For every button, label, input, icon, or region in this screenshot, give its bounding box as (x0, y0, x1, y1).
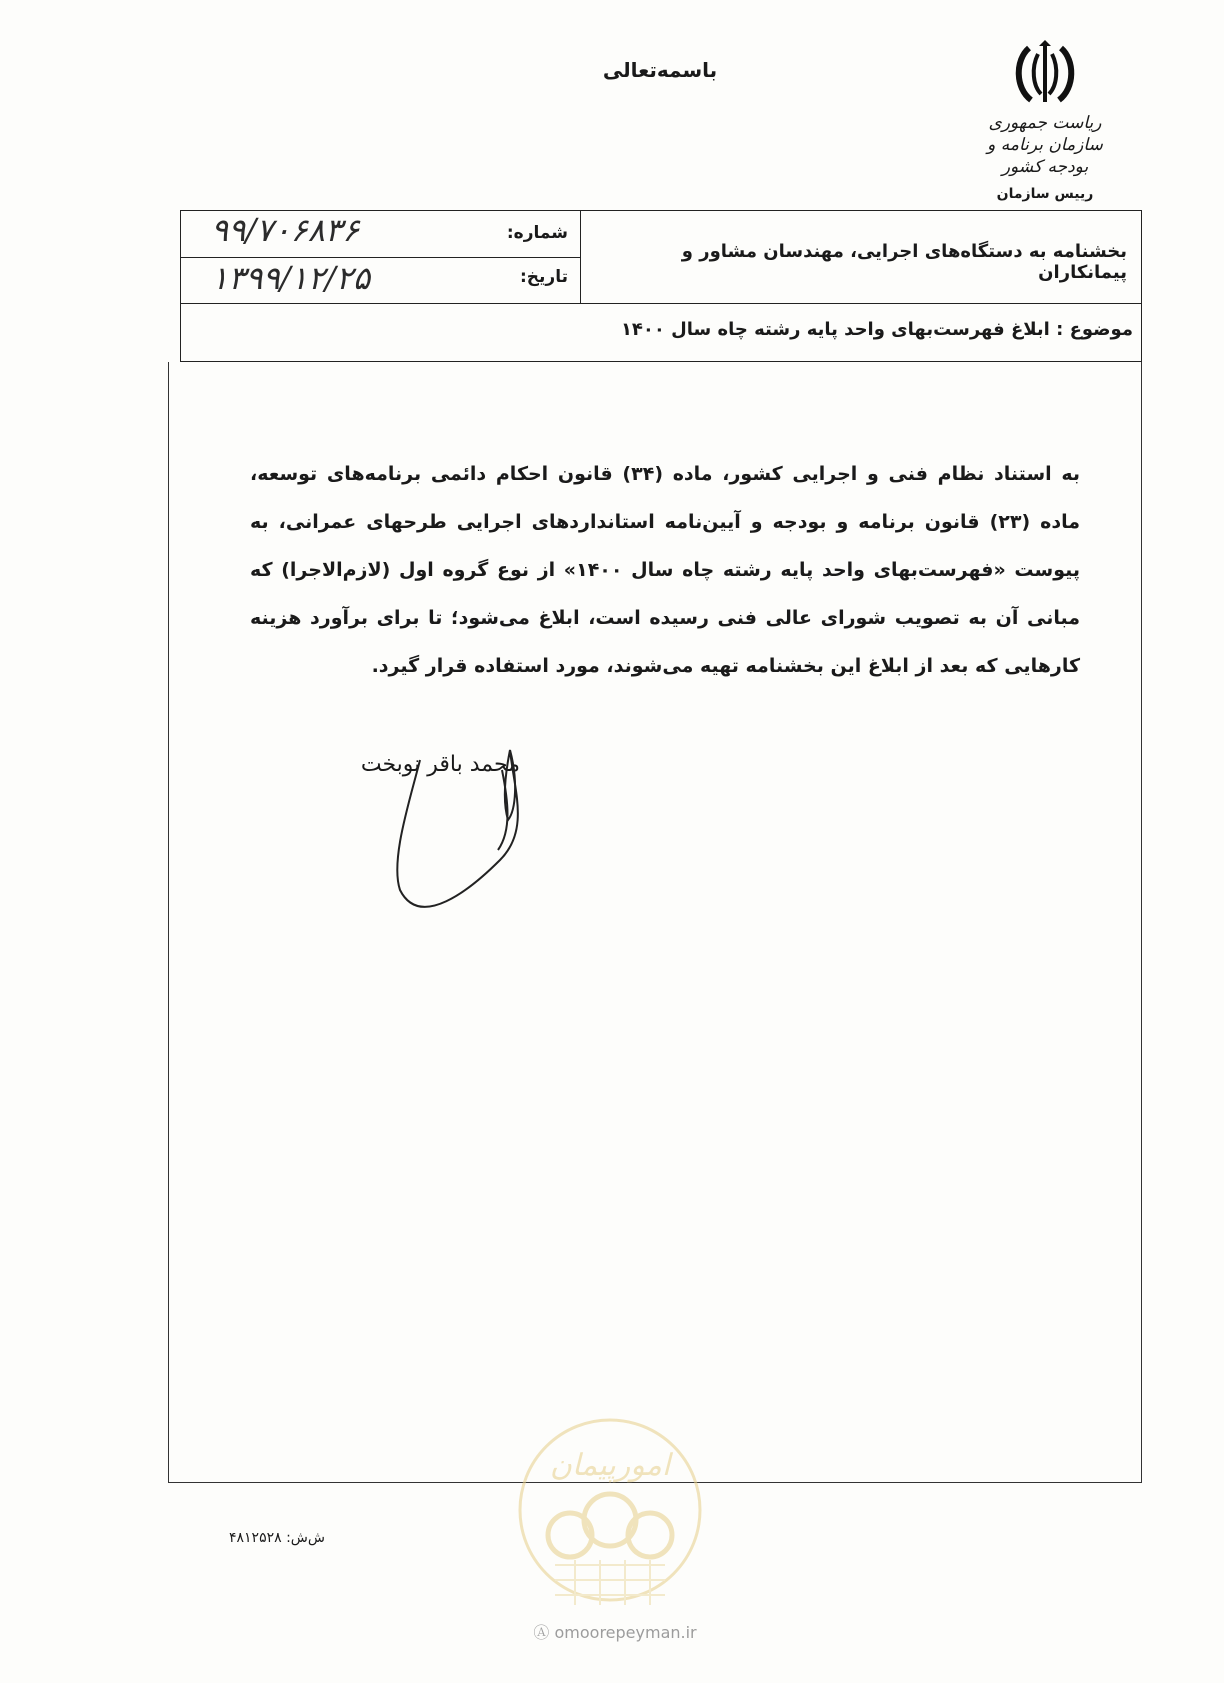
frame-right-border (1141, 362, 1142, 1482)
date-value: ۱۳۹۹/۱۲/۲۵ (211, 259, 371, 297)
watermark-site-text: omoorepeyman.ir (554, 1623, 697, 1642)
subject: موضوع : ابلاغ فهرست‌بهای واحد پایه رشته چاه سال ۱۴۰۰ (620, 319, 1133, 340)
invocation: باسمه‌تعالی (602, 58, 718, 82)
watermark-site (520, 1620, 710, 1643)
number-date-cell (181, 211, 581, 303)
organization-header (970, 40, 1120, 202)
org-line-presidency: ریاست جمهوری (988, 113, 1102, 133)
signer-name: محمد باقر نوبخت (360, 752, 520, 777)
number-label: شماره: (506, 223, 568, 243)
org-line-organization: سازمان برنامه و بودجه کشور (987, 135, 1103, 177)
iran-emblem-icon (1009, 40, 1081, 108)
handwritten-signature (390, 740, 550, 940)
footer-code: ش‌ش: ۴۸۱۲۵۲۸ (229, 1530, 325, 1546)
letter-body: به استناد نظام فنی و اجرایی کشور، ماده (۳۴) قانون احکام دائمی برنامه‌های توسعه، ماده (۲۳) قانون برنامه و بودجه و آیین‌نامه استانداردهای اجرایی طرحهای عمرانی، به پیوست «فهرست‌بهای واحد پایه رشته چاه سال ۱۴۰۰» از نوع گروه اول (لازم‌الاجرا) که مبانی آن به تصویب شورای عالی فنی رسیده است، ابلاغ می‌شود؛ تا برای برآورد هزینه کارهایی که بعد از ابلاغ این بخشنامه تهیه می‌شوند، مورد استفاده قرار گیرد. (250, 463, 1081, 677)
recipients: بخشنامه به دستگاه‌های اجرایی، مهندسان مشاور و پیمانکاران (681, 241, 1127, 283)
letter-header-table (180, 210, 1142, 362)
watermark-logo-text: امورپیمان (549, 1448, 671, 1483)
header-row (181, 211, 1141, 304)
frame-left-border (168, 362, 169, 1482)
at-sign-icon: Ⓐ (533, 1623, 550, 1642)
watermark-logo (515, 1415, 705, 1625)
number-value: ۹۹/۷۰۶۸۳۶ (211, 211, 360, 249)
date-label: تاریخ: (520, 267, 568, 287)
org-line-head: رییس سازمان (996, 186, 1094, 202)
